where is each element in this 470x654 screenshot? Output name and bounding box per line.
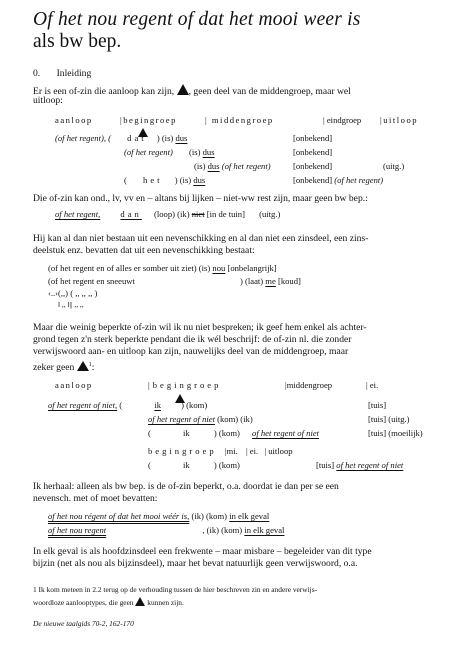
t2-row-3-rest: [tuis] (moeilijk) [368, 428, 423, 438]
footnote-line-2: woordloze aanlooptypes, die geen kunnen zijn. [33, 598, 184, 607]
t2-row-1: of het regent of niet, ( ik ) (kom) [48, 400, 208, 410]
t1-row-3: (is) dus (of het regent) [194, 161, 271, 171]
t2-row-2-rest: [tuis] (uitg.) [368, 414, 410, 424]
ex3-line-1: (of het regent en of alles er somber uit ziet) (is) nou [onbelangrijk] [48, 263, 277, 273]
t1-row-2: (of het regent) (is) dus [124, 147, 215, 157]
ex3-line-2-rest: ) (laat) me [koud] [240, 276, 301, 286]
section-heading [33, 68, 91, 80]
page-title: Of het nou regent of dat het mooi weer is [33, 9, 361, 30]
t1-header-eindgroep: | eindgroep [323, 115, 362, 125]
p6-line-1: In elk geval is als hoofdzinsdeel een frekwente – maar misbare – begeleider van dit type [33, 546, 372, 557]
t1-row-4-rest: [onbekend] (of het regent) [293, 175, 384, 185]
intro-line-1: Er is een of-zin die aanloop kan zijn, , geen deel van de middengroep, maar wel [33, 86, 351, 97]
t2-header2: begingroep |mi. | ei. | uitloop [148, 446, 293, 456]
p4-line-4: zeker geen $^1$: [33, 362, 95, 374]
p4-line-3: verwijswoord aan- en uitloop kan zijn, nauwelijks deel van de middengroep, maar [33, 346, 349, 357]
ex3-line-2: (of het regent en sneeuwt [48, 276, 135, 286]
t2-header-aanloop: aanloop [55, 380, 93, 390]
t1-header-begingroep: |begingroep [120, 115, 177, 125]
t2-row-3: ( ik ) (kom) of het regent of niet [148, 428, 320, 438]
section-number: 0. [33, 68, 41, 79]
triangle-delta-icon [135, 597, 145, 606]
ex3-line-3: ‹..›(,,) ( ,, ,, ,, ) [48, 288, 98, 298]
section-title: Inleiding [56, 68, 92, 79]
t1-header-uitloop: |uitloop [380, 115, 419, 125]
page-title-line2: als bw bep. [33, 31, 122, 52]
p6-line-2: bijzin (net als nou als bijzinsdeel), maar het bevat natuurlijk geen verwijswoord, o.a. [33, 558, 358, 569]
t1-row-1: (of het regent), ( dat ) (is) dus [55, 133, 188, 143]
source-citation: De nieuwe taalgids 70-2, 162-170 [33, 619, 134, 628]
p4-line-2: grond tegen z'n sterk beperkte pendant die ik wél beschrijf: de of-zin nl. die zonder [33, 334, 352, 345]
t1-header-aanloop: aanloop [55, 115, 93, 125]
p5-line-1: Ik herhaal: alleen als bw bep. is de of-zin beperkt, o.a. doordat ie dan per se een [33, 481, 339, 492]
ex5-line-2: of het nou regent , (ik) (kom) in elk geval [48, 525, 285, 535]
t2-row-4: ( ik ) (kom) [148, 460, 240, 470]
t2-header-ei: | ei. [366, 380, 379, 390]
p5-line-2: nevensch. met of moet bevatten: [33, 493, 158, 504]
triangle-delta-icon [77, 361, 89, 371]
p3-line-1: Hij kan al dan niet bestaan uit een nevenschikking en al dan niet een zinsdeel, een zins- [33, 233, 369, 244]
t1-row-1-rest: [onbekend] [293, 133, 333, 143]
ex3-line-4: ‖ ,, ‖|| ,, ,, [58, 300, 84, 309]
triangle-delta-icon [177, 84, 189, 95]
t2-row-1-rest: [tuis] [368, 400, 387, 410]
t2-header-middengroep: |middengroep [285, 380, 333, 390]
footnote-line-1: 1 Ik kom meteen in 2.2 terug op de verhouding tussen de hier beschreven zin en andere verwijs- [33, 585, 318, 594]
t2-row-4-rest: [tuis] of het regent of niet [316, 460, 404, 470]
t1-row-3-rest: [onbekend] [293, 161, 333, 171]
t1-header-middengroep: | middengroep [205, 115, 274, 125]
intro-line-2: uitloop: [33, 95, 63, 106]
p4-line-1: Maar die weinig beperkte of-zin wil ik nu niet bespreken; ik geef hem enkel als achter- [33, 322, 367, 333]
p2-example: of het regent, dan (loop) (ik) niet [in de tuin] (uitg.) [55, 209, 281, 219]
ex5-line-1: of het nou régent of dat het mooi wéér is, (ik) (kom) in elk geval [48, 511, 270, 521]
t2-row-2: of het regent of niet (kom) (ik) [148, 414, 253, 424]
t2-header-begingroep: |begingroep [148, 380, 222, 390]
t1-row-4: ( het ) (is) dus [124, 175, 206, 185]
t1-row-3-uitg: (uitg.) [383, 161, 405, 171]
p2-line-1: Die of-zin kan ond., lv, vv en – altans bij lijken – niet-ww rest zijn, maar geen bw bep.: [33, 193, 368, 204]
t1-row-2-rest: [onbekend] [293, 147, 333, 157]
p3-line-2: deelstuk enz. bevatten dat uit een nevenschikking bestaat: [33, 245, 255, 256]
